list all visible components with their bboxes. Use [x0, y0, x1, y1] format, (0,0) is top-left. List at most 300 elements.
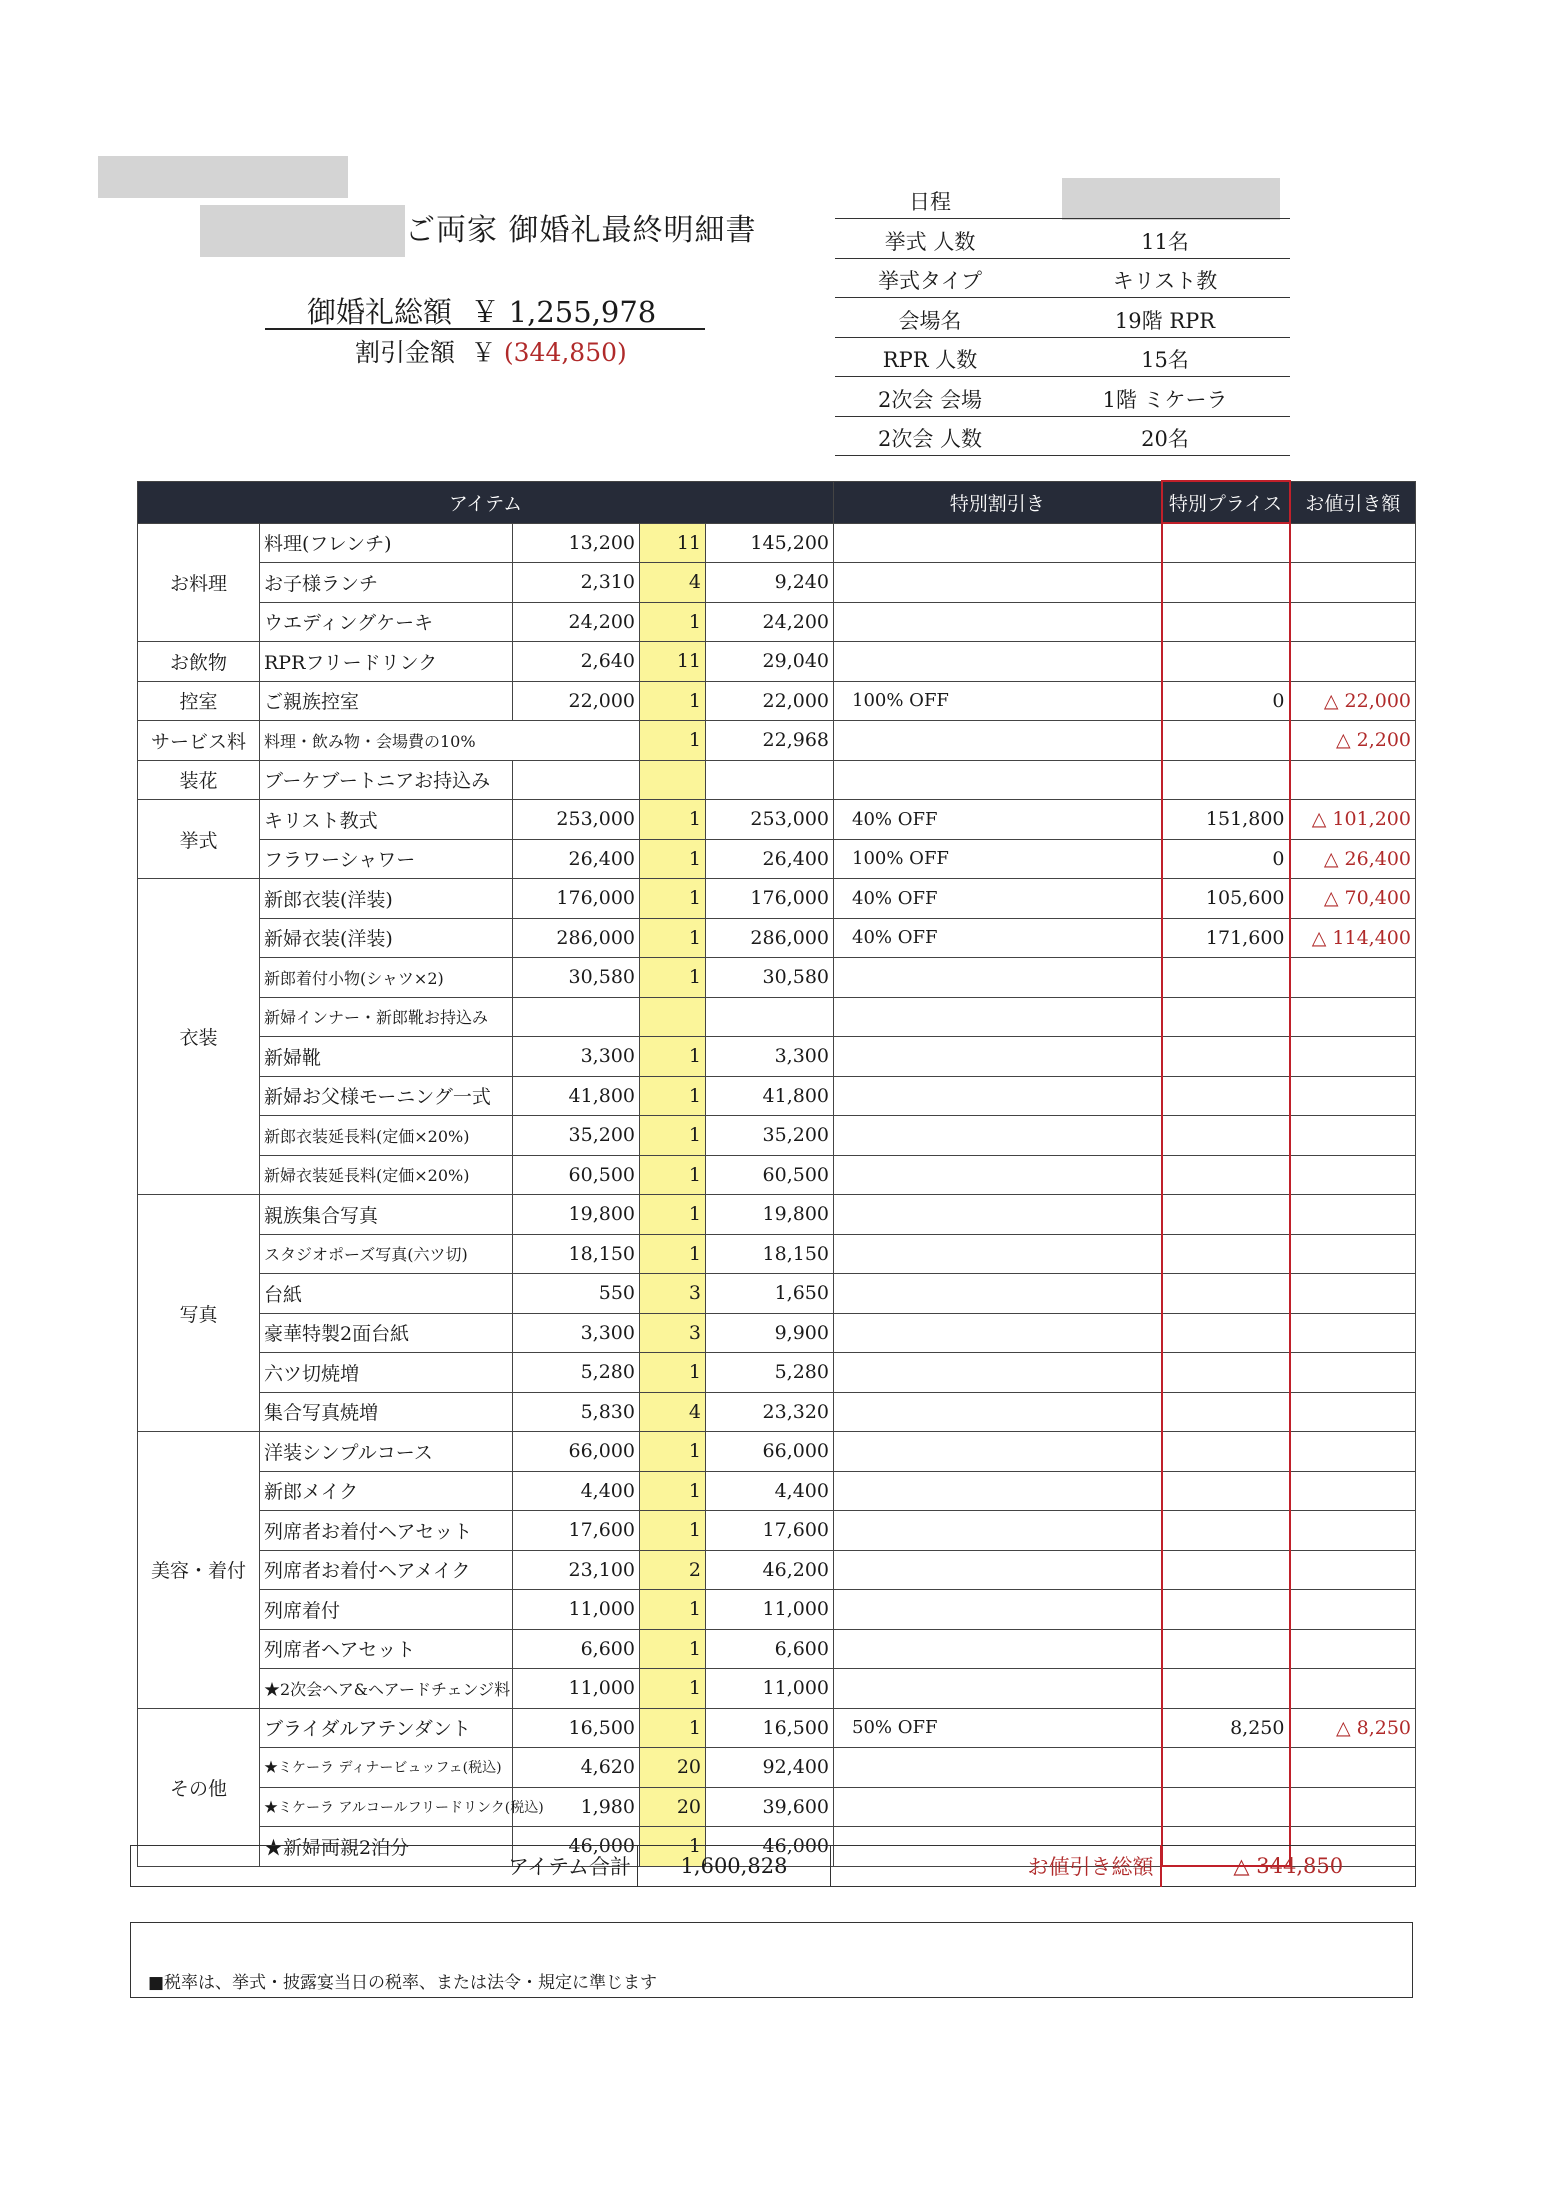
special-discount-cell: [834, 1471, 1162, 1511]
unit-price-cell: 66,000: [513, 1432, 640, 1472]
discount-amount-cell: [1290, 1787, 1416, 1827]
table-row: [138, 642, 1416, 682]
unit-price-cell: 2,640: [513, 642, 640, 682]
unit-price-cell: 18,150: [513, 1234, 640, 1274]
unit-price-cell: 286,000: [513, 918, 640, 958]
quantity-cell: 3: [640, 1313, 706, 1353]
table-row: [138, 1748, 1416, 1788]
special-price-cell: [1162, 642, 1290, 682]
discount-amount-cell: [1290, 1748, 1416, 1788]
table-row: [138, 1392, 1416, 1432]
special-discount-cell: [834, 1076, 1162, 1116]
special-discount-cell: [834, 760, 1162, 800]
special-discount-cell: [834, 1195, 1162, 1235]
unit-price-cell: 35,200: [513, 1116, 640, 1156]
subtotal-cell: 16,500: [706, 1708, 834, 1748]
subtotal-cell: 6,600: [706, 1629, 834, 1669]
subtotal-cell: 17,600: [706, 1511, 834, 1551]
table-row: [138, 1076, 1416, 1116]
table-row: [138, 1629, 1416, 1669]
quantity-cell: 1: [640, 1669, 706, 1709]
table-row: [138, 1116, 1416, 1156]
unit-price-cell: 2,310: [513, 563, 640, 603]
item-name-cell: 新婦インナー・新郎靴お持込み: [260, 997, 513, 1037]
subtotal-cell: 3,300: [706, 1037, 834, 1077]
special-discount-cell: [834, 1116, 1162, 1156]
special-discount-cell: [834, 602, 1162, 642]
special-discount-cell: [834, 1037, 1162, 1077]
discount-amount-cell: △ 8,250: [1290, 1708, 1416, 1748]
item-total-label: アイテム合計: [131, 1846, 638, 1887]
item-name-cell: ブライダルアテンダント: [260, 1708, 513, 1748]
table-row: [138, 1155, 1416, 1195]
category-cell: 挙式: [138, 800, 260, 879]
discount-amount-cell: △ 70,400: [1290, 879, 1416, 919]
unit-price-cell: 17,600: [513, 1511, 640, 1551]
subtotal-cell: 30,580: [706, 958, 834, 998]
item-name-cell: 集合写真焼増: [260, 1392, 513, 1432]
item-name-cell: 列席者ヘアセット: [260, 1629, 513, 1669]
info-label: 挙式タイプ: [878, 269, 982, 293]
special-discount-cell: [834, 1432, 1162, 1472]
subtotal-cell: 24,200: [706, 602, 834, 642]
info-label: 挙式 人数: [884, 229, 976, 254]
special-price-cell: [1162, 1037, 1290, 1077]
unit-price-cell: 11,000: [513, 1590, 640, 1630]
unit-price-cell: 253,000: [513, 800, 640, 840]
quantity-cell: [640, 997, 706, 1037]
discount-amount-cell: [1290, 1550, 1416, 1590]
discount-amount-cell: [1290, 1274, 1416, 1314]
header-item: アイテム: [138, 481, 834, 523]
info-value: 19階 RPR: [1114, 308, 1216, 333]
special-discount-cell: [834, 1787, 1162, 1827]
special-discount-cell: [834, 1511, 1162, 1551]
special-price-cell: [1162, 1274, 1290, 1314]
subtotal-cell: 4,400: [706, 1471, 834, 1511]
item-name-cell: 台紙: [260, 1274, 513, 1314]
special-price-cell: [1162, 1511, 1290, 1551]
special-discount-cell: 40% OFF: [834, 918, 1162, 958]
discount-amount-cell: [1290, 1116, 1416, 1156]
table-row: [138, 879, 1416, 919]
discount-amount-cell: [1290, 523, 1416, 563]
item-name-cell: 料理・飲み物・会場費の10%: [260, 721, 640, 761]
item-name-cell: 新婦衣装(洋装): [260, 918, 513, 958]
info-label: 2次会 人数: [877, 427, 983, 451]
table-row: [138, 1669, 1416, 1709]
discount-total-label: お値引き総額: [831, 1846, 1161, 1887]
subtotal-cell: [706, 760, 834, 800]
special-price-cell: [1162, 1432, 1290, 1472]
info-value: 1階 ミケーラ: [1102, 387, 1228, 412]
tax-note: ■税率は、挙式・披露宴当日の税率、または法令・規定に準じます: [148, 1973, 658, 1993]
quantity-cell: 1: [640, 1827, 706, 1867]
table-row: [138, 1037, 1416, 1077]
discount-amount-cell: [1290, 1353, 1416, 1393]
subtotal-cell: 39,600: [706, 1787, 834, 1827]
quantity-cell: 1: [640, 681, 706, 721]
item-name-cell: 新郎メイク: [260, 1471, 513, 1511]
item-name-cell: ご親族控室: [260, 681, 513, 721]
subtotal-cell: 19,800: [706, 1195, 834, 1235]
unit-price-cell: 176,000: [513, 879, 640, 919]
info-label: 会場名: [898, 308, 962, 333]
special-discount-cell: [834, 721, 1162, 761]
item-name-cell: 新郎衣装(洋装): [260, 879, 513, 919]
subtotal-cell: 92,400: [706, 1748, 834, 1788]
table-row: [138, 1195, 1416, 1235]
table-row: [138, 1313, 1416, 1353]
subtotal-cell: 145,200: [706, 523, 834, 563]
special-price-cell: [1162, 563, 1290, 603]
special-price-cell: 8,250: [1162, 1708, 1290, 1748]
quantity-cell: 1: [640, 1116, 706, 1156]
discount-amount-cell: [1290, 1195, 1416, 1235]
special-price-cell: [1162, 1550, 1290, 1590]
unit-price-cell: 11,000: [513, 1669, 640, 1709]
discount-amount-cell: [1290, 1392, 1416, 1432]
subtotal-cell: 35,200: [706, 1116, 834, 1156]
info-row: [835, 299, 1290, 338]
item-total-value: 1,600,828: [638, 1846, 831, 1887]
quantity-cell: 1: [640, 839, 706, 879]
subtotal-cell: 18,150: [706, 1234, 834, 1274]
special-discount-cell: 40% OFF: [834, 879, 1162, 919]
quantity-cell: 1: [640, 1155, 706, 1195]
discount-amount-cell: [1290, 602, 1416, 642]
subtotal-cell: 46,000: [706, 1827, 834, 1867]
quantity-cell: 4: [640, 1392, 706, 1432]
item-name-cell: 列席者お着付ヘアメイク: [260, 1550, 513, 1590]
unit-price-cell: 16,500: [513, 1708, 640, 1748]
quantity-cell: 1: [640, 1629, 706, 1669]
info-row: [835, 338, 1290, 377]
item-name-cell: 六ツ切焼増: [260, 1353, 513, 1393]
table-header-row: [138, 481, 1416, 523]
discount-value: (344,850): [503, 338, 627, 367]
redacted-name-1: [98, 156, 348, 198]
info-row: [835, 417, 1290, 456]
special-discount-cell: [834, 1313, 1162, 1353]
subtotal-cell: 286,000: [706, 918, 834, 958]
discount-amount-cell: [1290, 1471, 1416, 1511]
table-row: [138, 1511, 1416, 1551]
special-discount-cell: [834, 563, 1162, 603]
item-name-cell: ★2次会ヘア&ヘアードチェンジ料: [260, 1669, 513, 1709]
info-label: 日程: [909, 190, 951, 214]
info-value: 15名: [1141, 348, 1189, 372]
special-discount-cell: [834, 1550, 1162, 1590]
category-cell: お飲物: [138, 642, 260, 682]
quantity-cell: 4: [640, 563, 706, 603]
category-cell: 衣装: [138, 879, 260, 1195]
discount-amount-cell: [1290, 563, 1416, 603]
item-name-cell: スタジオポーズ写真(六ツ切): [260, 1234, 513, 1274]
info-label: 2次会 会場: [877, 387, 983, 412]
subtotal-cell: 176,000: [706, 879, 834, 919]
category-cell: お料理: [138, 523, 260, 642]
unit-price-cell: [513, 760, 640, 800]
unit-price-cell: 550: [513, 1274, 640, 1314]
table-row: [138, 523, 1416, 563]
special-price-cell: [1162, 1195, 1290, 1235]
discount-amount-cell: [1290, 1669, 1416, 1709]
special-price-cell: [1162, 602, 1290, 642]
unit-price-cell: 19,800: [513, 1195, 640, 1235]
totals-row: [131, 1846, 1416, 1887]
subtotal-cell: 11,000: [706, 1669, 834, 1709]
table-row: [138, 760, 1416, 800]
special-price-cell: [1162, 1787, 1290, 1827]
special-price-cell: [1162, 1076, 1290, 1116]
item-name-cell: お子様ランチ: [260, 563, 513, 603]
special-price-cell: [1162, 523, 1290, 563]
subtotal-cell: 26,400: [706, 839, 834, 879]
unit-price-cell: [513, 997, 640, 1037]
discount-amount-cell: [1290, 760, 1416, 800]
unit-price-cell: 3,300: [513, 1037, 640, 1077]
special-price-cell: [1162, 721, 1290, 761]
special-price-cell: [1162, 1669, 1290, 1709]
discount-amount-cell: [1290, 1629, 1416, 1669]
category-cell: サービス料: [138, 721, 260, 761]
special-price-cell: [1162, 1471, 1290, 1511]
quantity-cell: 1: [640, 721, 706, 761]
quantity-cell: 11: [640, 523, 706, 563]
quantity-cell: 1: [640, 1037, 706, 1077]
quantity-cell: 1: [640, 1195, 706, 1235]
table-row: [138, 800, 1416, 840]
unit-price-cell: 41,800: [513, 1076, 640, 1116]
discount-amount-cell: [1290, 1155, 1416, 1195]
discount-amount-cell: △ 114,400: [1290, 918, 1416, 958]
item-name-cell: フラワーシャワー: [260, 839, 513, 879]
unit-price-cell: 4,400: [513, 1471, 640, 1511]
quantity-cell: 1: [640, 1511, 706, 1551]
table-row: [138, 681, 1416, 721]
table-row: [138, 602, 1416, 642]
special-price-cell: [1162, 1116, 1290, 1156]
item-name-cell: 新郎着付小物(シャツ×2): [260, 958, 513, 998]
subtotal-cell: 11,000: [706, 1590, 834, 1630]
table-row: [138, 1471, 1416, 1511]
item-name-cell: 新婦衣装延長料(定価×20%): [260, 1155, 513, 1195]
quantity-cell: 1: [640, 1590, 706, 1630]
discount-label: 割引金額: [355, 338, 456, 367]
info-label: RPR 人数: [882, 348, 978, 372]
subtotal-cell: 46,200: [706, 1550, 834, 1590]
table-row: [138, 1234, 1416, 1274]
unit-price-cell: 5,830: [513, 1392, 640, 1432]
item-name-cell: 豪華特製2面台紙: [260, 1313, 513, 1353]
header-special-price: 特別プライス: [1162, 481, 1290, 523]
discount-amount-cell: [1290, 1037, 1416, 1077]
discount-yen: ￥: [470, 338, 496, 367]
discount-amount-cell: [1290, 1590, 1416, 1630]
special-discount-cell: [834, 1590, 1162, 1630]
special-discount-cell: [834, 1392, 1162, 1432]
item-name-cell: ★ミケーラ アルコールフリードリンク(税込): [260, 1787, 513, 1827]
special-price-cell: [1162, 1392, 1290, 1432]
item-name-cell: ★新婦両親2泊分: [260, 1827, 513, 1867]
discount-amount-cell: [1290, 1234, 1416, 1274]
special-discount-cell: 100% OFF: [834, 681, 1162, 721]
table-row: [138, 1274, 1416, 1314]
table-row: [138, 1590, 1416, 1630]
unit-price-cell: 4,620: [513, 1748, 640, 1788]
special-price-cell: 151,800: [1162, 800, 1290, 840]
table-row: [138, 918, 1416, 958]
unit-price-cell: 1,980: [513, 1787, 640, 1827]
info-row: [835, 180, 1290, 219]
special-discount-cell: [834, 1669, 1162, 1709]
quantity-cell: 1: [640, 800, 706, 840]
quantity-cell: 20: [640, 1748, 706, 1788]
special-discount-cell: 50% OFF: [834, 1708, 1162, 1748]
unit-price-cell: 60,500: [513, 1155, 640, 1195]
quantity-cell: 20: [640, 1787, 706, 1827]
subtotal-cell: 9,900: [706, 1313, 834, 1353]
special-price-cell: [1162, 1313, 1290, 1353]
special-discount-cell: [834, 523, 1162, 563]
items-table: [137, 480, 1416, 1867]
special-discount-cell: [834, 997, 1162, 1037]
discount-amount-cell: [1290, 1511, 1416, 1551]
quantity-cell: 1: [640, 879, 706, 919]
subtotal-cell: 253,000: [706, 800, 834, 840]
special-price-cell: [1162, 997, 1290, 1037]
special-price-cell: 0: [1162, 681, 1290, 721]
unit-price-cell: 46,000: [513, 1827, 640, 1867]
totals-table: [130, 1845, 1416, 1887]
special-price-cell: 105,600: [1162, 879, 1290, 919]
item-name-cell: キリスト教式: [260, 800, 513, 840]
unit-price-cell: 26,400: [513, 839, 640, 879]
subtotal-cell: 66,000: [706, 1432, 834, 1472]
quantity-cell: 1: [640, 1432, 706, 1472]
special-discount-cell: [834, 1274, 1162, 1314]
special-price-cell: 0: [1162, 839, 1290, 879]
unit-price-cell: 30,580: [513, 958, 640, 998]
subtotal-cell: [706, 997, 834, 1037]
special-discount-cell: [834, 958, 1162, 998]
item-name-cell: 洋装シンプルコース: [260, 1432, 513, 1472]
special-discount-cell: [834, 1629, 1162, 1669]
table-row: [138, 1432, 1416, 1472]
unit-price-cell: 23,100: [513, 1550, 640, 1590]
quantity-cell: 1: [640, 1234, 706, 1274]
header-special-discount: 特別割引き: [834, 481, 1162, 523]
special-discount-cell: 40% OFF: [834, 800, 1162, 840]
subtotal-cell: 9,240: [706, 563, 834, 603]
item-name-cell: 新婦靴: [260, 1037, 513, 1077]
info-row: [835, 220, 1290, 259]
quantity-cell: 1: [640, 1353, 706, 1393]
table-row: [138, 997, 1416, 1037]
subtotal-cell: 1,650: [706, 1274, 834, 1314]
info-row: [835, 259, 1290, 298]
special-price-cell: [1162, 1590, 1290, 1630]
special-discount-cell: [834, 1748, 1162, 1788]
discount-amount-cell: △ 22,000: [1290, 681, 1416, 721]
table-row: [138, 1787, 1416, 1827]
subtotal-cell: 22,000: [706, 681, 834, 721]
discount-amount-cell: △ 26,400: [1290, 839, 1416, 879]
item-name-cell: 列席者お着付ヘアセット: [260, 1511, 513, 1551]
quantity-cell: 1: [640, 1471, 706, 1511]
subtotal-cell: 5,280: [706, 1353, 834, 1393]
discount-amount-cell: [1290, 1313, 1416, 1353]
table-row: [138, 1708, 1416, 1748]
quantity-cell: 3: [640, 1274, 706, 1314]
item-name-cell: RPRフリードリンク: [260, 642, 513, 682]
item-name-cell: 料理(フレンチ): [260, 523, 513, 563]
discount-amount-cell: [1290, 642, 1416, 682]
unit-price-cell: 3,300: [513, 1313, 640, 1353]
special-discount-cell: [834, 642, 1162, 682]
category-cell: その他: [138, 1708, 260, 1866]
discount-amount-cell: [1290, 958, 1416, 998]
discount-amount-cell: [1290, 1076, 1416, 1116]
subtotal-cell: 29,040: [706, 642, 834, 682]
item-name-cell: 新婦お父様モーニング一式: [260, 1076, 513, 1116]
table-row: [138, 721, 1416, 761]
discount-amount-cell: [1290, 1432, 1416, 1472]
quantity-cell: [640, 760, 706, 800]
special-price-cell: [1162, 1234, 1290, 1274]
category-cell: 装花: [138, 760, 260, 800]
wedding-total: [265, 290, 705, 330]
category-cell: 写真: [138, 1195, 260, 1432]
item-name-cell: 新郎衣装延長料(定価×20%): [260, 1116, 513, 1156]
discount-total-value: △ 344,850: [1161, 1846, 1416, 1887]
unit-price-cell: 5,280: [513, 1353, 640, 1393]
special-price-cell: [1162, 1155, 1290, 1195]
special-discount-cell: [834, 1234, 1162, 1274]
subtotal-cell: 22,968: [706, 721, 834, 761]
subtotal-cell: 23,320: [706, 1392, 834, 1432]
quantity-cell: 11: [640, 642, 706, 682]
discount-amount-cell: △ 101,200: [1290, 800, 1416, 840]
redacted-name-2: [200, 205, 405, 257]
quantity-cell: 1: [640, 602, 706, 642]
special-price-cell: [1162, 958, 1290, 998]
info-value: キリスト教: [1112, 269, 1218, 293]
discount-amount-cell: △ 2,200: [1290, 721, 1416, 761]
subtotal-cell: 60,500: [706, 1155, 834, 1195]
total-value: ￥ 1,255,978: [470, 295, 657, 329]
info-value: 11名: [1141, 229, 1189, 254]
unit-price-cell: 13,200: [513, 523, 640, 563]
item-name-cell: ブーケブートニアお持込み: [260, 760, 513, 800]
quantity-cell: 1: [640, 918, 706, 958]
subtotal-cell: 41,800: [706, 1076, 834, 1116]
quantity-cell: 1: [640, 958, 706, 998]
table-row: [138, 958, 1416, 998]
discount-summary: [355, 333, 627, 369]
quantity-cell: 2: [640, 1550, 706, 1590]
info-value: 20名: [1141, 427, 1189, 451]
special-discount-cell: 100% OFF: [834, 839, 1162, 879]
special-price-cell: 171,600: [1162, 918, 1290, 958]
header-discount-amount: お値引き額: [1290, 481, 1416, 523]
unit-price-cell: 24,200: [513, 602, 640, 642]
quantity-cell: 1: [640, 1076, 706, 1116]
special-price-cell: [1162, 760, 1290, 800]
category-cell: 控室: [138, 681, 260, 721]
discount-amount-cell: [1290, 997, 1416, 1037]
